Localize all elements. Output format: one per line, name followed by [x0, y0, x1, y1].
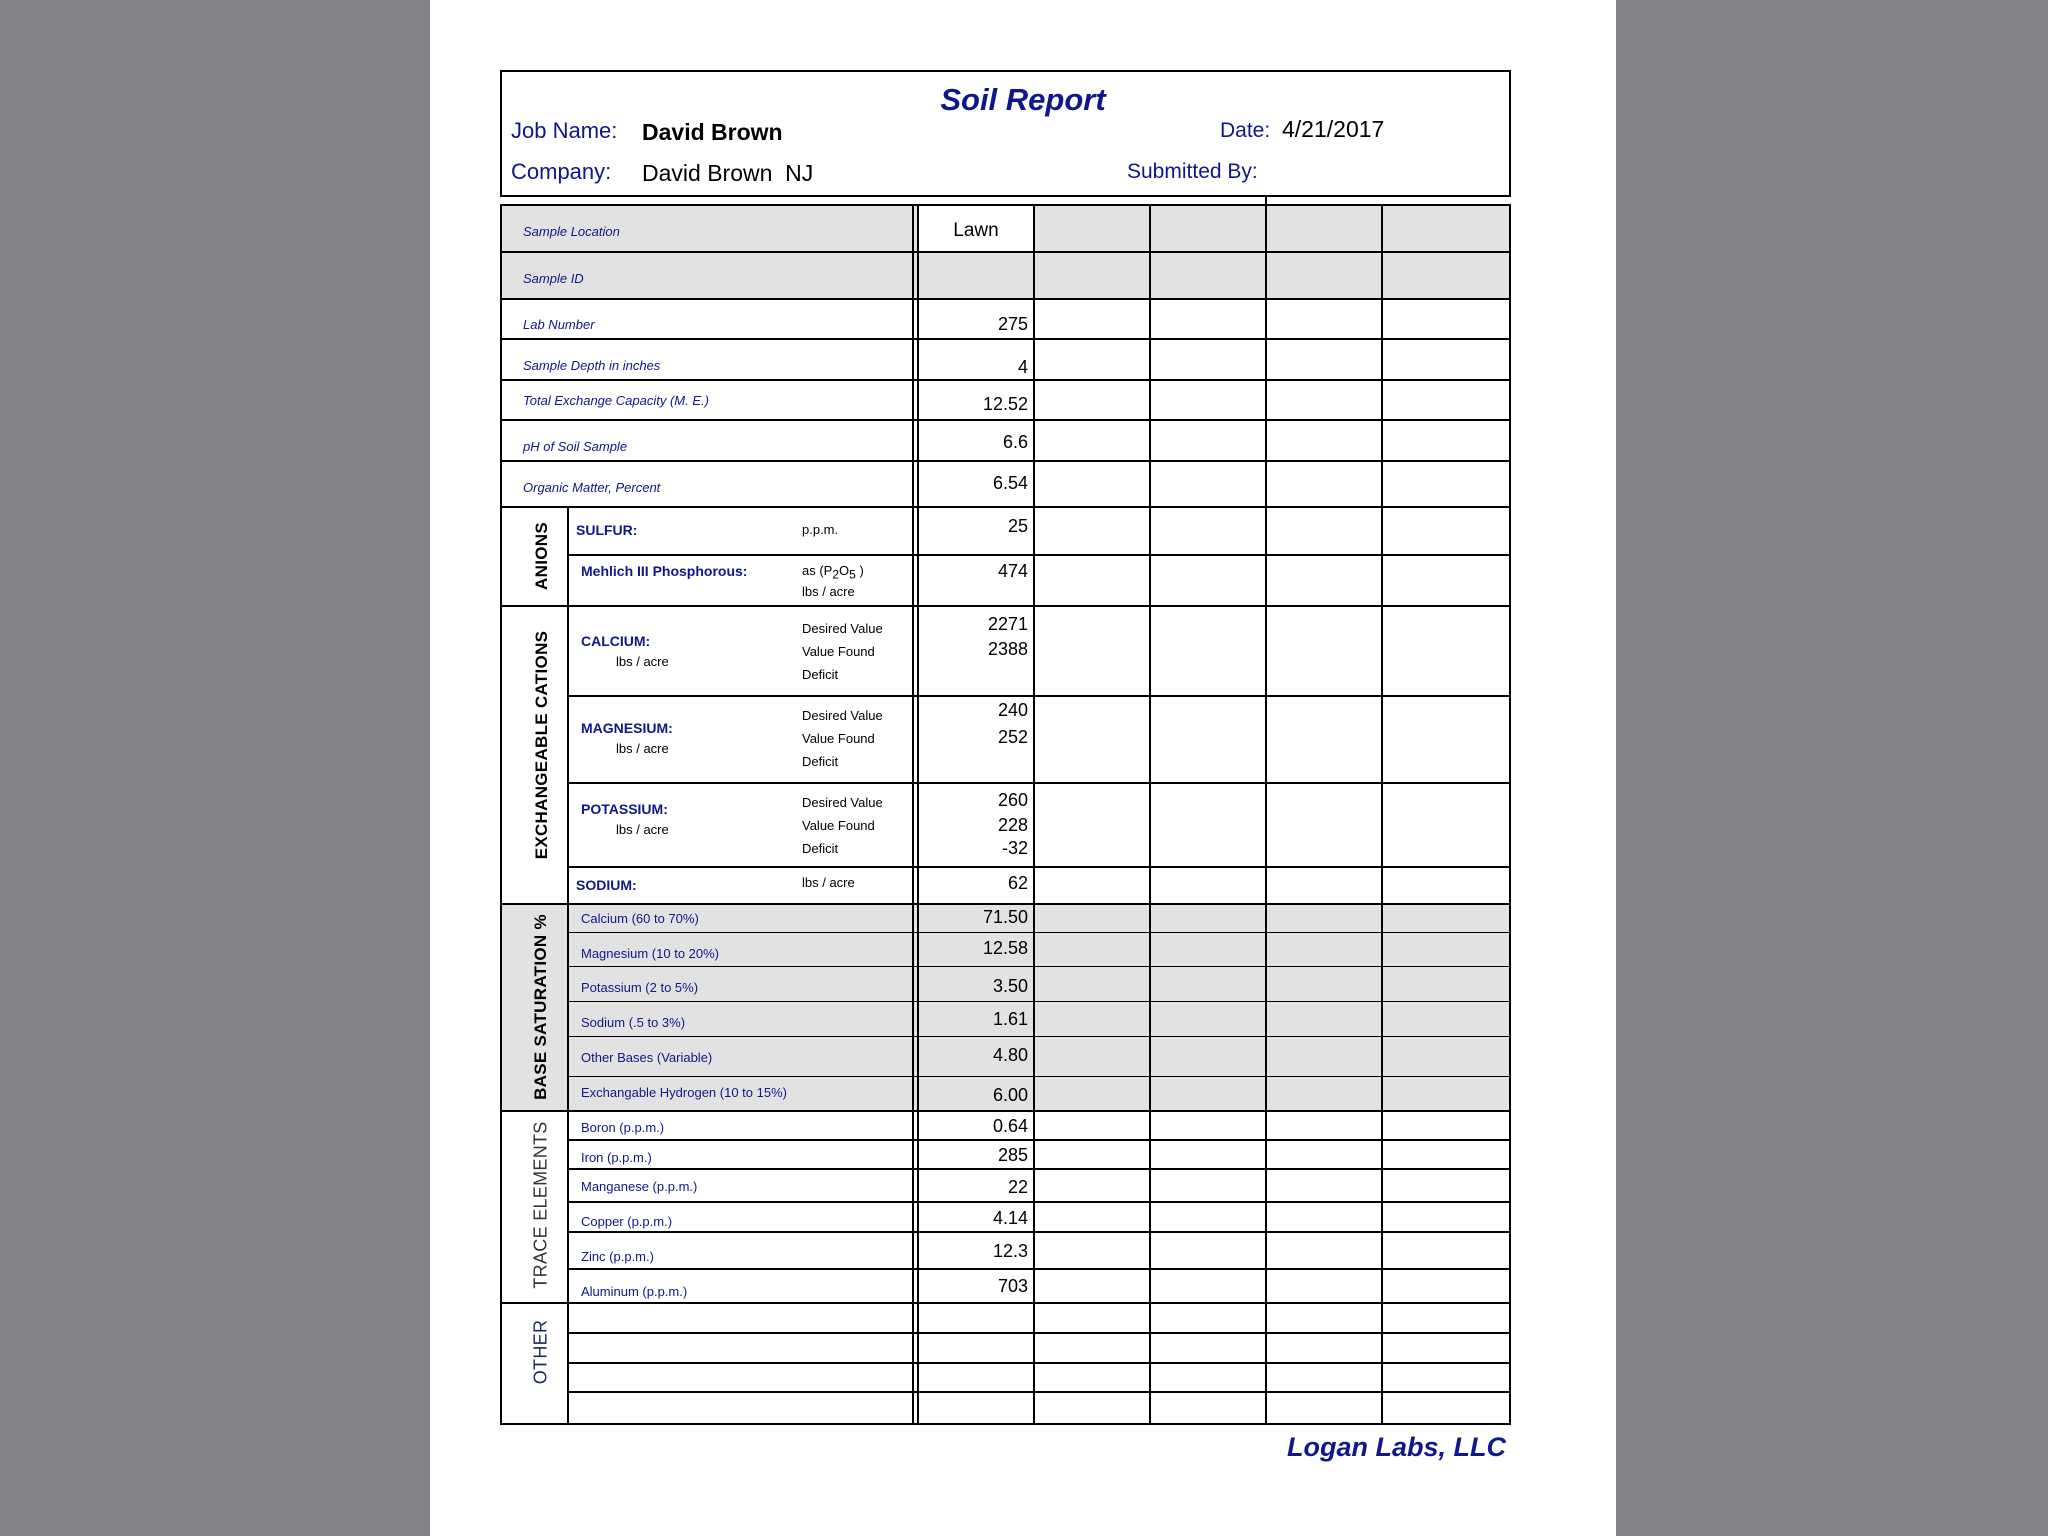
tec-value: 12.52	[982, 394, 1028, 414]
potassium-desired-label: Desired Value	[802, 795, 883, 810]
base-saturation-value: 4.80	[992, 1045, 1028, 1065]
vline-value-left-a	[912, 204, 914, 1425]
magnesium-deficit-label: Deficit	[802, 754, 839, 769]
phosphorous-unit-close: )	[859, 563, 864, 578]
sodium-unit: lbs / acre	[802, 875, 855, 890]
magnesium-desired-value: 240	[997, 700, 1028, 720]
footer-company: Logan Labs, LLC	[1287, 1432, 1506, 1462]
hline-inner	[567, 554, 1511, 556]
hline-inner	[567, 1391, 1511, 1393]
base-saturation-value: 6.00	[992, 1085, 1028, 1105]
hline	[500, 379, 1511, 381]
base-saturation-value: 1.61	[992, 1009, 1028, 1029]
hline-inner	[567, 695, 1511, 697]
report-page: Soil Report Job Name: David Brown Date: 4/21/2017 Company: David Brown NJ Submitted By: Sample Location Lawn Sample ID Lab Number 275 Sample Depth in inches 4 Total Exchange Capacity (M. E.) 12.52 pH of Soil Sample 6.6 Organic Matter, Percent 6.54 ANIONS EXCHANGEABLE CATIONS BASE SATURATION % TRACE ELEMENTS OTHER SULFUR: p.p.m. 25 Mehlich III Phosphorous: as ($P_2O_5$ ) lbs / acre 474 CALCIUM: lbs / acre Desired Value Value Found Deficit 2271 2388 MAGNESIUM: lbs / acre Desired Value Value Found Deficit 240 252 POTASSIUM: lbs / acre Desired Value Value Found Deficit 260 228 -32 SODIUM: lbs / acre 62 Calcium (60 to 70%) 71.50 Magnesium (10 to 20%) 12.58 Potassium (2 to 5%) 3.50 Sodium (.5 to 3%) 1.61 Other Bases (Variable) 4.80 Exchangable Hydrogen (10 to 15%) 6.00 Boron (p.p.m.) 0.64 Iron (p.p.m.) 285 Manganese (p.p.m.) 22 Copper (p.p.m.) 4.14 Zinc (p.p.m.) 12.3 Aluminum (p.p.m.) 703 Logan Labs, LLC	[430, 0, 1616, 1536]
sulfur-value: 25	[1007, 516, 1028, 536]
potassium-found-value: 228	[997, 815, 1028, 835]
trace-label: Manganese (p.p.m.)	[581, 1179, 698, 1194]
sodium-label: SODIUM:	[576, 877, 637, 893]
hline-thin	[567, 1231, 1511, 1233]
organic-label: Organic Matter, Percent	[523, 480, 661, 495]
job-name-label: Job Name:	[511, 118, 618, 143]
hline	[500, 251, 1511, 253]
hline-thin	[567, 1036, 1511, 1037]
sulfur-unit: p.p.m.	[802, 522, 839, 537]
phosphorous-unit-as: as (P	[802, 563, 833, 578]
hline	[500, 460, 1511, 462]
hline-thin	[567, 1168, 1511, 1170]
phosphorous-value: 474	[997, 561, 1028, 581]
hline	[500, 298, 1511, 300]
trace-value: 703	[997, 1276, 1028, 1296]
calcium-deficit-label: Deficit	[802, 667, 839, 682]
sodium-value: 62	[1007, 873, 1028, 893]
report-title: Soil Report	[940, 82, 1106, 117]
ph-value: 6.6	[1002, 432, 1028, 452]
ph-label: pH of Soil Sample	[523, 439, 628, 454]
base-saturation-label: Sodium (.5 to 3%)	[581, 1015, 686, 1030]
vline-col3	[1149, 204, 1151, 1425]
magnesium-unit: lbs / acre	[616, 741, 669, 756]
calcium-found-value: 2388	[987, 639, 1028, 659]
hline	[500, 903, 1511, 905]
phosphorous-unit	[802, 563, 864, 582]
hline-thin	[567, 966, 1511, 967]
potassium-unit: lbs / acre	[616, 822, 669, 837]
trace-value: 4.14	[992, 1208, 1028, 1228]
phosphorous-label: Mehlich III Phosphorous:	[581, 563, 748, 579]
hline	[500, 419, 1511, 421]
base-saturation-value: 3.50	[992, 976, 1028, 996]
magnesium-found-value: 252	[997, 727, 1028, 747]
base-saturation-label: Potassium (2 to 5%)	[581, 980, 699, 995]
magnesium-desired-label: Desired Value	[802, 708, 883, 723]
sample-id-label: Sample ID	[523, 271, 584, 286]
lab-number-label: Lab Number	[523, 317, 595, 332]
potassium-deficit-label: Deficit	[802, 841, 839, 856]
hline-inner	[567, 782, 1511, 784]
date-value: 4/21/2017	[1282, 116, 1385, 142]
tec-label: Total Exchange Capacity (M. E.)	[523, 393, 709, 408]
hline-thin	[567, 1001, 1511, 1002]
hline	[500, 506, 1511, 508]
base-saturation-label: Calcium (60 to 70%)	[581, 911, 699, 926]
hline-thin	[567, 1076, 1511, 1077]
magnesium-found-label: Value Found	[802, 731, 875, 746]
trace-value: 285	[997, 1145, 1028, 1165]
vline-col5	[1381, 204, 1383, 1425]
trace-label: Zinc (p.p.m.)	[581, 1249, 654, 1264]
potassium-desired-value: 260	[997, 790, 1028, 810]
job-name-value: David Brown	[642, 119, 783, 145]
sample-location-label: Sample Location	[523, 224, 620, 239]
hline-inner	[567, 866, 1511, 868]
phosphorous-unit-sub1: 2	[832, 567, 840, 582]
trace-value: 12.3	[992, 1241, 1028, 1261]
potassium-label: POTASSIUM:	[581, 801, 668, 817]
trace-label: Boron (p.p.m.)	[581, 1120, 665, 1135]
sulfur-label: SULFUR:	[576, 522, 638, 538]
hline-thin	[567, 1139, 1511, 1141]
trace-label: Iron (p.p.m.)	[581, 1150, 652, 1165]
sample-location-value: Lawn	[953, 220, 999, 241]
trace-value: 22	[1007, 1177, 1028, 1197]
calcium-desired-label: Desired Value	[802, 621, 883, 636]
submitted-by-label: Submitted By:	[1127, 160, 1258, 183]
company-label: Company:	[511, 159, 612, 184]
calcium-desired-value: 2271	[987, 614, 1028, 634]
hline-inner	[567, 1332, 1511, 1334]
base-saturation-value: 71.50	[982, 907, 1028, 927]
base-saturation-label: Exchangable Hydrogen (10 to 15%)	[581, 1085, 787, 1100]
potassium-deficit-value: -32	[1001, 838, 1028, 858]
hline-inner	[567, 1362, 1511, 1364]
hline	[500, 1110, 1511, 1112]
organic-value: 6.54	[992, 473, 1028, 493]
calcium-found-label: Value Found	[802, 644, 875, 659]
date-label: Date:	[1220, 119, 1271, 142]
base-saturation-label: Magnesium (10 to 20%)	[581, 946, 720, 961]
magnesium-label: MAGNESIUM:	[581, 720, 673, 736]
phosphorous-unit-o: O	[839, 563, 850, 578]
hline-thin	[567, 1201, 1511, 1203]
trace-label: Copper (p.p.m.)	[581, 1214, 673, 1229]
vline-col2	[1033, 204, 1035, 1425]
lab-number-value: 275	[997, 314, 1028, 334]
sample-depth-label: Sample Depth in inches	[523, 358, 661, 373]
hline-thin	[567, 932, 1511, 933]
company-value: David Brown NJ	[642, 160, 814, 186]
calcium-unit: lbs / acre	[616, 654, 669, 669]
trace-label: Aluminum (p.p.m.)	[581, 1284, 688, 1299]
potassium-found-label: Value Found	[802, 818, 875, 833]
base-saturation-value: 12.58	[982, 938, 1028, 958]
trace-value: 0.64	[992, 1116, 1028, 1136]
hline	[500, 1302, 1511, 1304]
phosphorous-unit-line2: lbs / acre	[802, 584, 855, 599]
hline-thin	[567, 1268, 1511, 1270]
sample-depth-value: 4	[1017, 357, 1028, 377]
base-saturation-label: Other Bases (Variable)	[581, 1050, 713, 1065]
hline	[500, 605, 1511, 607]
phosphorous-unit-sub2: 5	[849, 567, 856, 582]
calcium-label: CALCIUM:	[581, 633, 651, 649]
hline	[500, 338, 1511, 340]
